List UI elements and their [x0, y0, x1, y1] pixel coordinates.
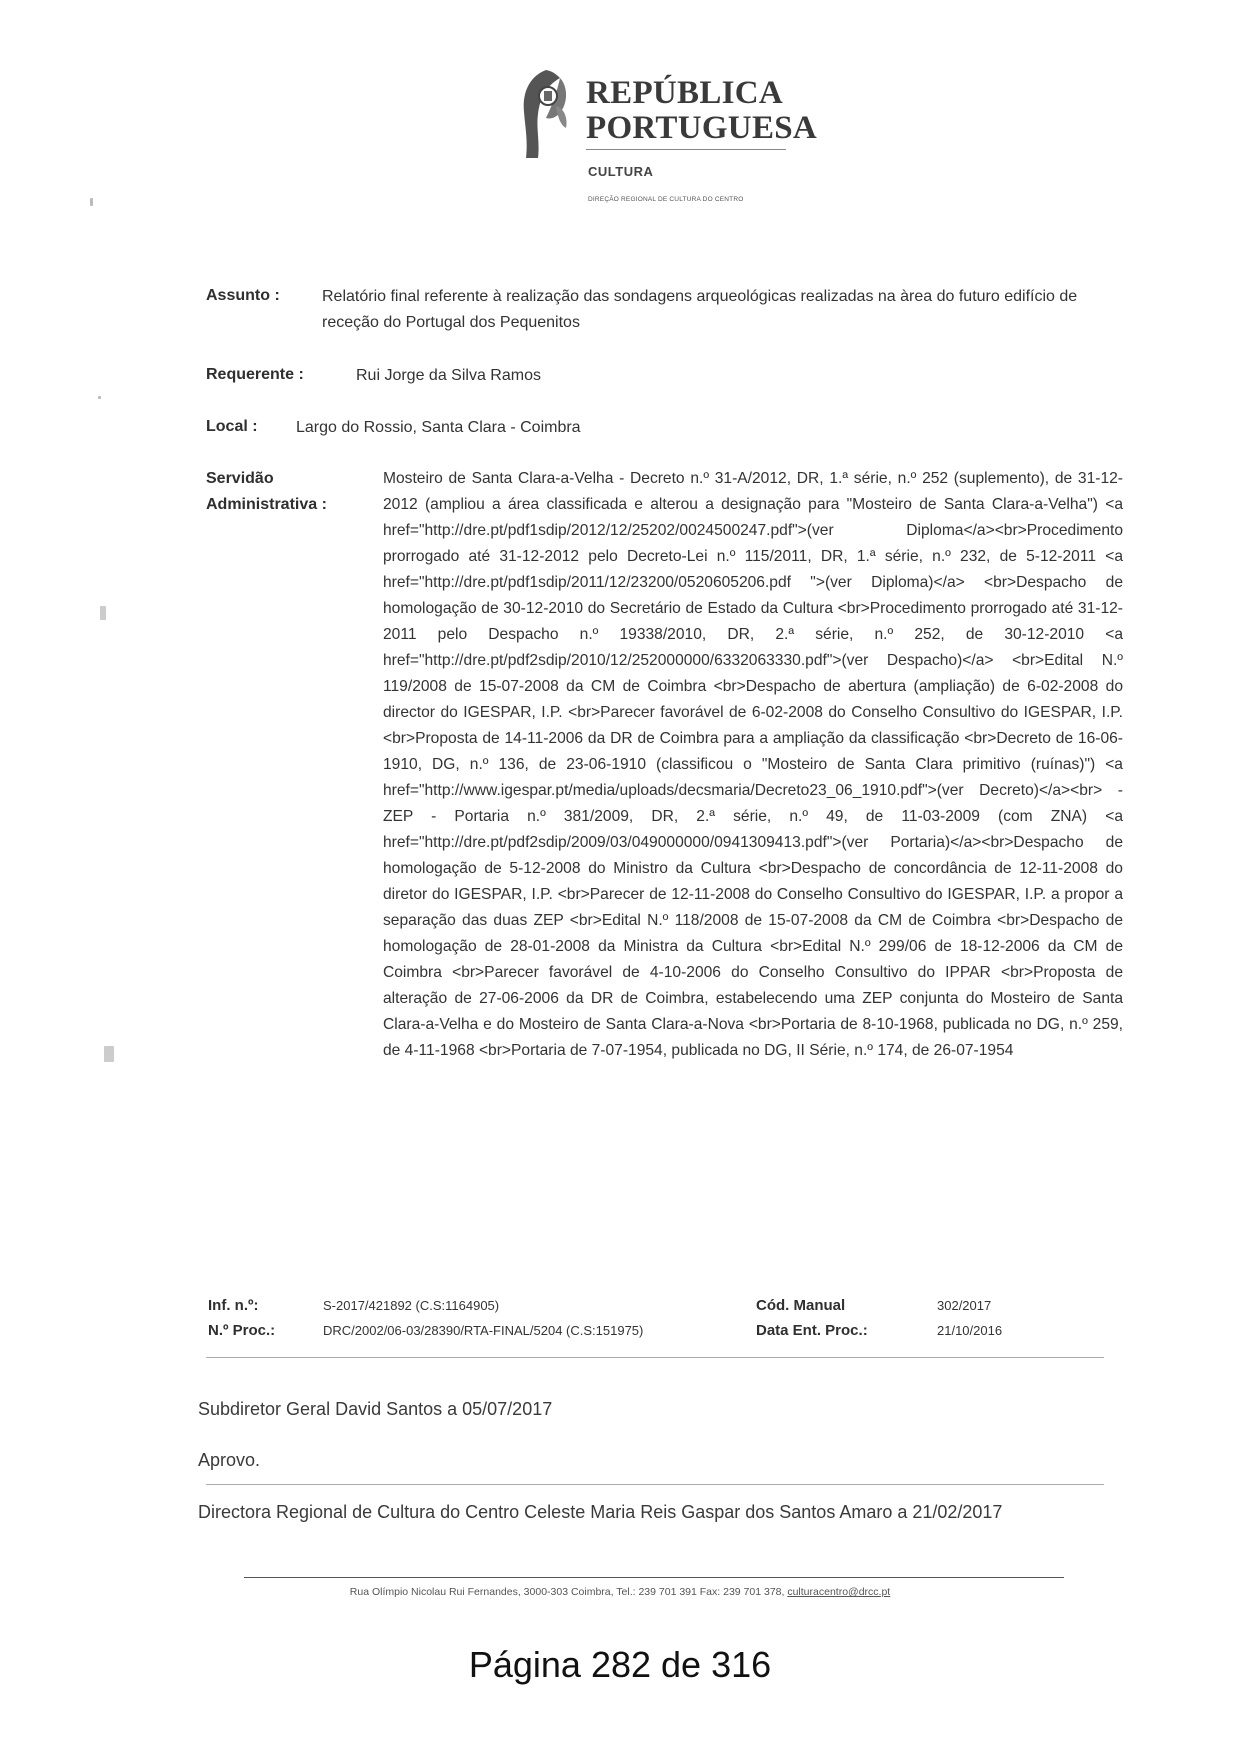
- proc-number-value: DRC/2002/06-03/28390/RTA-FINAL/5204 (C.S:151975): [323, 1323, 644, 1338]
- page-number: Página 282 de 316: [468, 1644, 772, 1685]
- directora-approval: Directora Regional de Cultura do Centro Celeste Maria Reis Gaspar dos Santos Amaro a 21/02/2017: [198, 1502, 1003, 1522]
- local-label: Local :: [206, 418, 258, 435]
- scan-artifact: [104, 1046, 114, 1062]
- footer-address: Rua Olímpio Nicolau Rui Fernandes, 3000-303 Coimbra, Tel.: 239 701 391 Fax: 239 701 378,: [349, 1586, 785, 1598]
- divider: [206, 1484, 1104, 1485]
- scan-artifact: [100, 606, 106, 620]
- cod-manual-value: 302/2017: [937, 1298, 992, 1313]
- footer-email-link[interactable]: culturacentro@drcc.pt: [787, 1586, 891, 1598]
- data-entrada-label: Data Ent. Proc.:: [756, 1322, 868, 1339]
- footer-address-line: [0, 1586, 1240, 1598]
- republica-title-line2: PORTUGUESA: [586, 110, 818, 146]
- inf-number-label: Inf. n.º:: [208, 1297, 259, 1314]
- servidao-label-line1: Servidão: [206, 470, 274, 487]
- inf-number-value: S-2017/421892 (C.S:1164905): [323, 1298, 500, 1313]
- assunto-value: Relatório final referente à realização das sondagens arqueológicas realizadas na àrea do futuro edifício de receção do Portugal dos Pequenitos: [322, 288, 1078, 331]
- footer-divider: [244, 1577, 1064, 1578]
- scan-artifact: [90, 198, 93, 206]
- local-value: Largo do Rossio, Santa Clara - Coimbra: [296, 419, 581, 436]
- proc-number-label: N.º Proc.:: [208, 1322, 276, 1339]
- cod-manual-label: Cód. Manual: [756, 1297, 846, 1314]
- servidao-value: Mosteiro de Santa Clara-a-Velha - Decreto n.º 31-A/2012, DR, 1.ª série, n.º 252 (suplemento), de 31-12-2012 (ampliou a área classificada e alterou a designação para "Mosteiro de Santa Clara-a-Velha") <a href="http://dre.pt/pdf1sdip/2012/12/25202/0024500247.pdf">(ver Diploma</a><br>Procedimento prorrogado até 31-12-2012 pelo Decreto-Lei n.º 115/2011, DR, 1.ª série, n.º 232, de 5-12-2011 <a href="http://dre.pt/pdf1sdip/2011/12/23200/0520605206.pdf ">(ver Diploma)</a> <br>Despacho de homologação de 30-12-2010 do Secretário de Estado da Cultura <br>Procedimento prorrogado até 31-12-2011 pelo Despacho n.º 19338/2010, DR, 2.ª série, n.º 252, de 30-12-2010 <a href="http://dre.pt/pdf2sdip/2010/12/252000000/6332063330.pdf">(ver Despacho)</a> <br>Edital N.º 119/2008 de 15-07-2008 da CM de Coimbra <br>Despacho de abertura (ampliação) de 6-02-2008 do director do IGESPAR, I.P. <br>Parecer favorável de 6-02-2008 do Conselho Consultivo do IGESPAR, I.P. <br>Proposta de 14-11-2006 da DR de Coimbra para a ampliação da classificação <br>Decreto de 16-06-1910, DG, n.º 136, de 23-06-1910 (classificou o "Mosteiro de Santa Clara primitivo (ruínas)") <a href="http://www.igespar.pt/media/uploads/decsmaria/Decreto23_06_1910.pdf">(ver Decreto)</a><br> - ZEP - Portaria n.º 381/2009, DR, 2.ª série, n.º 49, de 11-03-2009 (com ZNA) <a href="http://dre.pt/pdf2sdip/2009/03/049000000/0941309413.pdf">(ver Portaria)</a><br>Despacho de homologação de 5-12-2008 do Ministro da Cultura <br>Despacho de concordância de 12-11-2008 do diretor do IGESPAR, I.P. <br>Parecer de 12-11-2008 do Conselho Consultivo do IGESPAR, I.P. a propor a separação das duas ZEP <br>Edital N.º 118/2008 de 15-07-2008 da CM de Coimbra <br>Despacho de homologação de 28-01-2008 da Ministra da Cultura <br>Edital N.º 299/06 de 18-12-2006 da CM de Coimbra <br>Parecer favorável de 4-10-2006 do Conselho Consultivo do IPPAR <br>Proposta de alteração de 27-06-2006 da DR de Coimbra, estabelecendo uma ZEP conjunta do Mosteiro de Santa Clara-a-Velha e do Mosteiro de Santa Clara-a-Nova <br>Portaria de 8-10-1968, publicada no DG, n.º 259, de 4-11-1968 <br>Portaria de 7-07-1954, publicada no DG, II Série, n.º 174, de 26-07-1954: [383, 470, 1123, 1059]
- direction-name: DIREÇÃO REGIONAL DE CULTURA DO CENTRO: [588, 196, 744, 203]
- header-logo: [516, 60, 816, 210]
- ministry-name: CULTURA: [588, 164, 654, 179]
- subdiretor-approval: Subdiretor Geral David Santos a 05/07/2017: [198, 1399, 553, 1419]
- aprovo-text: Aprovo.: [198, 1450, 261, 1470]
- divider: [206, 1357, 1104, 1358]
- assunto-label: Assunto :: [206, 287, 280, 304]
- requerente-label: Requerente :: [206, 366, 304, 383]
- scan-artifact: [98, 396, 101, 399]
- republica-title-line1: REPÚBLICA: [586, 75, 784, 111]
- portuguese-coat-of-arms-icon: [516, 66, 572, 162]
- header-divider: [586, 149, 786, 150]
- servidao-label-line2: Administrativa :: [206, 496, 327, 513]
- data-entrada-value: 21/10/2016: [937, 1323, 1003, 1338]
- requerente-value: Rui Jorge da Silva Ramos: [356, 367, 541, 384]
